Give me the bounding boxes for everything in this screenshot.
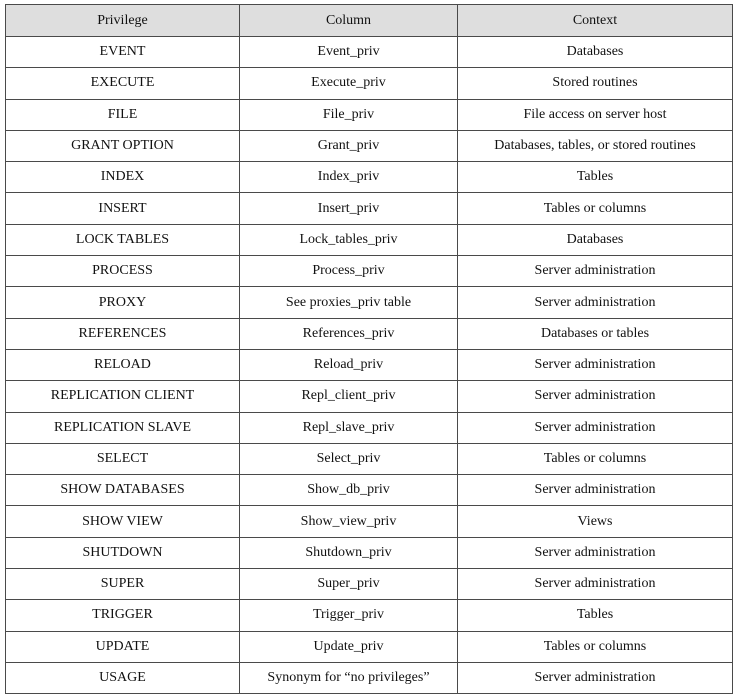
cell-context: File access on server host xyxy=(458,99,733,130)
table-row xyxy=(6,287,733,318)
table-row xyxy=(6,256,733,287)
table-body xyxy=(6,37,733,694)
cell-privilege: SHOW VIEW xyxy=(6,506,240,537)
cell-privilege: SUPER xyxy=(6,569,240,600)
cell-column: File_priv xyxy=(240,99,458,130)
table-row xyxy=(6,349,733,380)
cell-column: Repl_slave_priv xyxy=(240,412,458,443)
table-row xyxy=(6,412,733,443)
cell-context: Views xyxy=(458,506,733,537)
header-column: Column xyxy=(240,5,458,37)
cell-context: Server administration xyxy=(458,381,733,412)
cell-privilege: TRIGGER xyxy=(6,600,240,631)
cell-column: Index_priv xyxy=(240,162,458,193)
cell-privilege: INDEX xyxy=(6,162,240,193)
cell-privilege: UPDATE xyxy=(6,631,240,662)
cell-column: See proxies_priv table xyxy=(240,287,458,318)
cell-column: Update_priv xyxy=(240,631,458,662)
cell-privilege: SHUTDOWN xyxy=(6,537,240,568)
cell-context: Server administration xyxy=(458,349,733,380)
cell-privilege: EVENT xyxy=(6,37,240,68)
cell-privilege: USAGE xyxy=(6,662,240,693)
cell-context: Server administration xyxy=(458,537,733,568)
table-row xyxy=(6,475,733,506)
header-privilege: Privilege xyxy=(6,5,240,37)
cell-column: Super_priv xyxy=(240,569,458,600)
table-row xyxy=(6,506,733,537)
cell-context: Tables or columns xyxy=(458,193,733,224)
cell-context: Server administration xyxy=(458,475,733,506)
privileges-table xyxy=(5,4,733,694)
cell-column: Reload_priv xyxy=(240,349,458,380)
cell-context: Stored routines xyxy=(458,68,733,99)
table-row xyxy=(6,318,733,349)
cell-column: Select_priv xyxy=(240,443,458,474)
cell-column: Shutdown_priv xyxy=(240,537,458,568)
cell-context: Server administration xyxy=(458,662,733,693)
cell-privilege: EXECUTE xyxy=(6,68,240,99)
cell-context: Tables or columns xyxy=(458,443,733,474)
cell-privilege: INSERT xyxy=(6,193,240,224)
table-row xyxy=(6,537,733,568)
table-row xyxy=(6,130,733,161)
table-header xyxy=(6,5,733,37)
cell-context: Tables or columns xyxy=(458,631,733,662)
table-row xyxy=(6,224,733,255)
cell-privilege: PROCESS xyxy=(6,256,240,287)
cell-context: Server administration xyxy=(458,287,733,318)
cell-context: Tables xyxy=(458,162,733,193)
cell-context: Server administration xyxy=(458,569,733,600)
table-row xyxy=(6,162,733,193)
cell-context: Databases, tables, or stored routines xyxy=(458,130,733,161)
cell-column: Grant_priv xyxy=(240,130,458,161)
cell-privilege: GRANT OPTION xyxy=(6,130,240,161)
table-row xyxy=(6,68,733,99)
cell-context: Databases or tables xyxy=(458,318,733,349)
table-row xyxy=(6,631,733,662)
cell-column: Synonym for “no privileges” xyxy=(240,662,458,693)
cell-context: Databases xyxy=(458,37,733,68)
cell-privilege: SELECT xyxy=(6,443,240,474)
cell-column: Lock_tables_priv xyxy=(240,224,458,255)
table-row xyxy=(6,193,733,224)
cell-column: References_priv xyxy=(240,318,458,349)
cell-column: Insert_priv xyxy=(240,193,458,224)
cell-column: Trigger_priv xyxy=(240,600,458,631)
table-row xyxy=(6,37,733,68)
table-row xyxy=(6,600,733,631)
cell-privilege: SHOW DATABASES xyxy=(6,475,240,506)
cell-privilege: FILE xyxy=(6,99,240,130)
header-row xyxy=(6,5,733,37)
cell-context: Databases xyxy=(458,224,733,255)
table-row xyxy=(6,662,733,693)
cell-privilege: RELOAD xyxy=(6,349,240,380)
cell-column: Repl_client_priv xyxy=(240,381,458,412)
cell-privilege: LOCK TABLES xyxy=(6,224,240,255)
cell-column: Event_priv xyxy=(240,37,458,68)
cell-privilege: REFERENCES xyxy=(6,318,240,349)
table-row xyxy=(6,443,733,474)
table-row xyxy=(6,381,733,412)
cell-column: Show_db_priv xyxy=(240,475,458,506)
cell-privilege: PROXY xyxy=(6,287,240,318)
cell-column: Process_priv xyxy=(240,256,458,287)
cell-privilege: REPLICATION CLIENT xyxy=(6,381,240,412)
header-context: Context xyxy=(458,5,733,37)
cell-column: Show_view_priv xyxy=(240,506,458,537)
cell-context: Server administration xyxy=(458,412,733,443)
cell-context: Server administration xyxy=(458,256,733,287)
cell-column: Execute_priv xyxy=(240,68,458,99)
cell-context: Tables xyxy=(458,600,733,631)
table-row xyxy=(6,99,733,130)
table-row xyxy=(6,569,733,600)
cell-privilege: REPLICATION SLAVE xyxy=(6,412,240,443)
